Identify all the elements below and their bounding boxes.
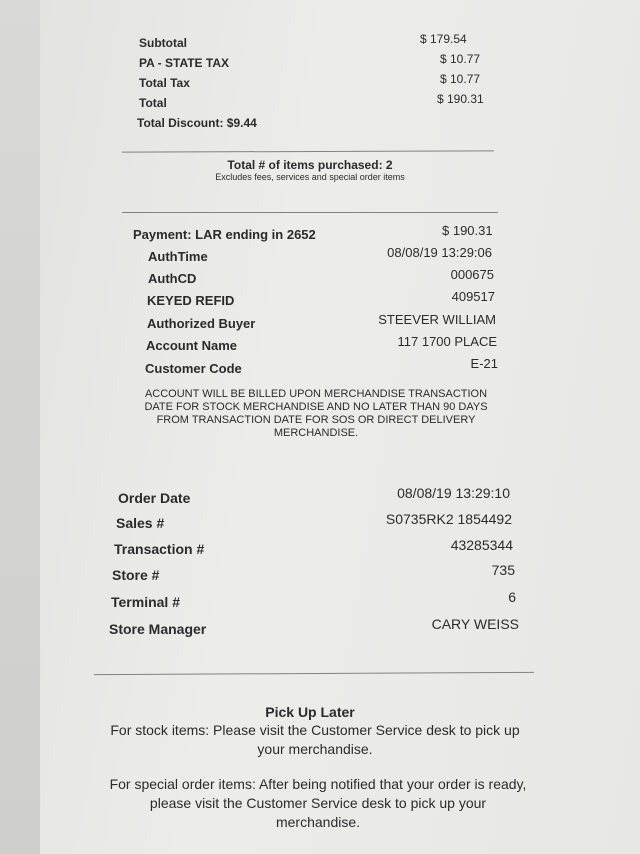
pickup-special-line: merchandise. xyxy=(275,814,361,830)
billing-notice-line: MERCHANDISE. xyxy=(273,427,359,439)
pickup-stock-line: For stock items: Please visit the Customer Service desk to pick up xyxy=(110,722,520,738)
customer-code-label: Customer Code xyxy=(145,361,242,376)
sales-number-value: S0735RK2 1854492 xyxy=(385,511,512,527)
keyed-refid-label: KEYED REFID xyxy=(147,293,235,308)
items-note: Excludes fees, services and special order items xyxy=(215,172,405,182)
pickup-stock-line: your merchandise. xyxy=(257,741,373,757)
transaction-number-value: 43285344 xyxy=(450,537,513,553)
sales-number-label: Sales # xyxy=(116,515,165,531)
total-value: $ 190.31 xyxy=(437,92,484,106)
state-tax-value: $ 10.77 xyxy=(440,52,481,66)
pickup-special-line: please visit the Customer Service desk to pick up your xyxy=(149,795,487,811)
state-tax-label: PA - STATE TAX xyxy=(139,56,229,70)
billing-notice-line: FROM TRANSACTION DATE FOR SOS OR DIRECT DELIVERY xyxy=(156,414,476,426)
authorized-buyer-value: STEEVER WILLIAM xyxy=(378,312,496,327)
total-label: Total xyxy=(139,96,167,110)
total-tax-label: Total Tax xyxy=(139,76,190,90)
store-manager-value: CARY WEISS xyxy=(431,616,519,632)
terminal-number-value: 6 xyxy=(508,589,516,605)
items-count: Total # of items purchased: 2 xyxy=(227,158,393,172)
auth-time-label: AuthTime xyxy=(148,249,208,264)
payment-amount: $ 190.31 xyxy=(442,223,493,238)
store-number-label: Store # xyxy=(112,567,160,583)
auth-cd-value: 000675 xyxy=(450,267,494,282)
subtotal-label: Subtotal xyxy=(139,36,187,50)
keyed-refid-value: 409517 xyxy=(451,289,495,304)
divider xyxy=(122,212,498,213)
billing-notice-line: ACCOUNT WILL BE BILLED UPON MERCHANDISE TRANSACTION xyxy=(144,388,488,400)
payment-label: Payment: LAR ending in 2652 xyxy=(133,227,316,242)
total-discount: Total Discount: $9.44 xyxy=(137,116,257,130)
pickup-special-line: For special order items: After being notified that your order is ready, xyxy=(109,776,527,792)
pickup-title: Pick Up Later xyxy=(265,704,355,720)
order-date-value: 08/08/19 13:29:10 xyxy=(397,485,510,501)
billing-notice-line: DATE FOR STOCK MERCHANDISE AND NO LATER THAN 90 DAYS xyxy=(144,401,488,413)
billing-notice xyxy=(120,388,512,440)
subtotal-value: $ 179.54 xyxy=(420,32,467,46)
account-name-label: Account Name xyxy=(146,338,238,353)
auth-cd-label: AuthCD xyxy=(148,271,197,286)
pickup-stock-note xyxy=(80,721,550,759)
total-tax-value: $ 10.77 xyxy=(440,72,481,86)
customer-code-value: E-21 xyxy=(470,356,498,371)
terminal-number-label: Terminal # xyxy=(111,594,180,610)
store-number-value: 735 xyxy=(491,562,515,578)
store-manager-label: Store Manager xyxy=(109,621,207,637)
transaction-number-label: Transaction # xyxy=(114,541,205,557)
auth-time-value: 08/08/19 13:29:06 xyxy=(387,245,492,260)
account-name-value: 117 1700 PLACE xyxy=(397,334,497,349)
order-date-label: Order Date xyxy=(118,490,191,506)
authorized-buyer-label: Authorized Buyer xyxy=(147,316,256,331)
pickup-special-note xyxy=(76,775,560,832)
